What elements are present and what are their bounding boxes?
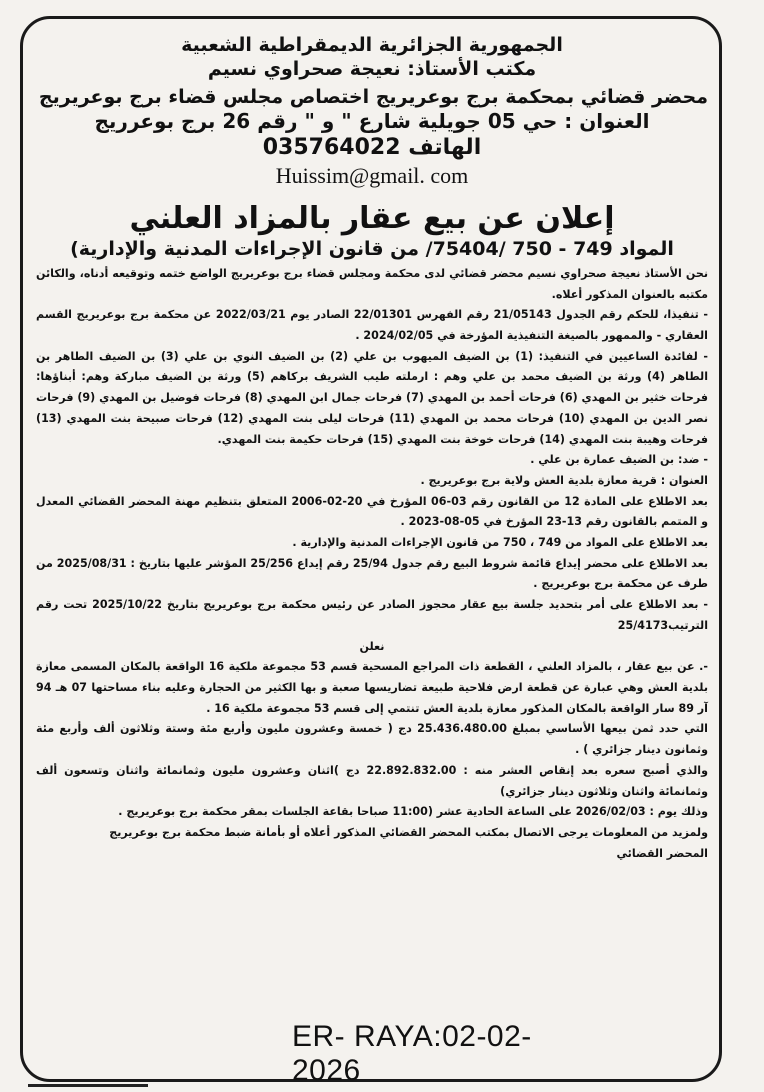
notice-heading: نعلن <box>359 639 385 653</box>
body-paragraph: نحن الأستاذ نعيجة صحراوي نسيم محضر قضائي لدى محكمة ومجلس قضاء برج بوعريريج الواضع ختمه وتوقيعه أدناه، والكائن مكتبه بالعنوان المذكور أعلاه. <box>36 266 708 301</box>
announcement-subtitle: المواد 749 - 750 /75404/ من قانون الإجراءات المدنية والإدارية) <box>70 238 674 261</box>
body-paragraph: - بعد الاطلاع على أمر بتحديد جلسة بيع عقار محجوز الصادر عن رئيس محكمة برج بوعريريج بتاريخ 2025/10/22 تحت رقم الترتيب25/4173 <box>36 598 709 632</box>
announcement-body <box>36 264 708 864</box>
body-paragraph: - ضد: بن الضيف عمارة بن علي . <box>530 453 708 467</box>
body-paragraph: - لفائدة الساعيين في التنفيذ: (1) بن الضيف الميهوب بن علي (2) بن الضيف النوي بن علي (3) بن الضيف الطاهر بن الطاهر (4) ورثة بن الضيف محمد بن علي وهم : ارملته طيب الشريف بركاهم (5) ورثة بن الضيف مباركة وهم: أبناؤها: فرحات خثير بن المهدي (6) فرحات أحمد بن المهدي (7) فرحات جمال ابن المهدي (8) فرحات فوضيل بن المهدي (9) فرحات نصر الدين بن المهدي (10) فرحات محمد بن المهدي (11) فرحات ليلى بنت المهدي (12) فرحات صبيحة بنت المهدي (13) فرحات وهيبة بنت المهدي (14) فرحات خوخة بنت المهدي (15) فرحات حكيمة بنت المهدي. <box>36 349 709 446</box>
email-line: Huissim@gmail. com <box>275 162 469 188</box>
publication-stamp: ER- RAYA:02-02-2026 <box>292 1020 532 1087</box>
announcement-page <box>22 22 722 1084</box>
body-paragraph: بعد الاطلاع على المادة 12 من القانون رقم 03-06 المؤرخ في 20-02-2006 المتعلق بتنظيم مهنة المحضر القضائي المعدل و المتمم بالقانون رقم 13-23 المؤرخ في 05-08-2023 . <box>36 494 708 529</box>
body-paragraph: بعد الاطلاع على محضر إيداع قائمة شروط البيع رقم جدول 25/94 رقم إيداع 25/256 المؤشر عليها بتاريخ : 2025/08/31 من طرف عن محكمة برج بوعريريج . <box>36 556 709 591</box>
sale-paragraph: -. عن بيع عقار ، بالمزاد العلني ، القطعة ذات المراجع المسحية قسم 53 مجموعة ملكية 16 الواقعة بالمكان المسمى معازة بلدية العش وهي عبارة عن قطعة ارض فلاحية طبيعة تضاريسها صعبة و بها الكثير من الحجارة وعليه بناء مساحتها 07 هـ 94 آر 89 سار الواقعة بالمكان المذكور معازة بلدية العش تنتمي إلى قسم 53 مجموعة ملكية 16 . <box>36 660 708 715</box>
office-heading: مكتب الأستاذ: نعيجة صحراوي نسيم <box>207 57 537 80</box>
signature: المحضر القضائي <box>616 846 708 860</box>
body-paragraph: العنوان : قرية معازة بلدية العش ولاية برج بوعريريج . <box>420 473 708 487</box>
address-line: العنوان : حي 05 جويلية شارع " و " رقم 26 برج بوعرريج <box>94 109 650 134</box>
body-paragraph: بعد الاطلاع على المواد من 749 ، 750 من قانون الإجراءات المدنية والإدارية . <box>292 536 708 550</box>
sale-paragraph: والذي أصبح سعره بعد إنقاص العشر منه : 22.892.832.00 دج )اثنان وعشرون مليون وثمانمائة واثنان وتسعون ألف وثمانمائة واثنان وثلاثون دينار جزائري) <box>36 763 708 798</box>
sale-paragraph: وذلك يوم : 2026/02/03 على الساعة الحادية عشر (11:00 صباحا بقاعة الجلسات بمقر محكمة برج بوعريريج . <box>118 805 708 819</box>
sale-paragraph: ولمزيد من المعلومات يرجى الاتصال بمكتب المحضر القضائي المذكور أعلاه أو بأمانة ضبط محكمة برج بوعريريج <box>109 825 708 839</box>
announcement-title: إعلان عن بيع عقار بالمزاد العلني <box>129 201 615 237</box>
body-paragraph: - تنفيذا، للحكم رقم الجدول 21/05143 رقم الفهرس 22/01301 الصادر يوم 2022/03/21 عن محكمة برج بوعريريج القسم العقاري - والممهور بالصيغة التنفيذية المؤرخة في 2024/02/05 . <box>36 308 708 343</box>
republic-heading: الجمهورية الجزائرية الديمقراطية الشعبية <box>181 34 563 56</box>
bottom-divider <box>28 1084 148 1087</box>
sale-paragraph: التي حدد ثمن بيعها الأساسي بمبلغ 25.436.480.00 دج ( خمسة وعشرون مليون وأربع مئة وستة وثلاثون ألف وأربع مئة وثمانون دينار جزائري ) . <box>36 722 708 757</box>
phone-line: الهاتف 035764022 <box>262 135 482 161</box>
court-heading: محضر قضائي بمحكمة برج بوعريريج اختصاص مجلس قضاء برج بوعريريج <box>38 85 708 108</box>
